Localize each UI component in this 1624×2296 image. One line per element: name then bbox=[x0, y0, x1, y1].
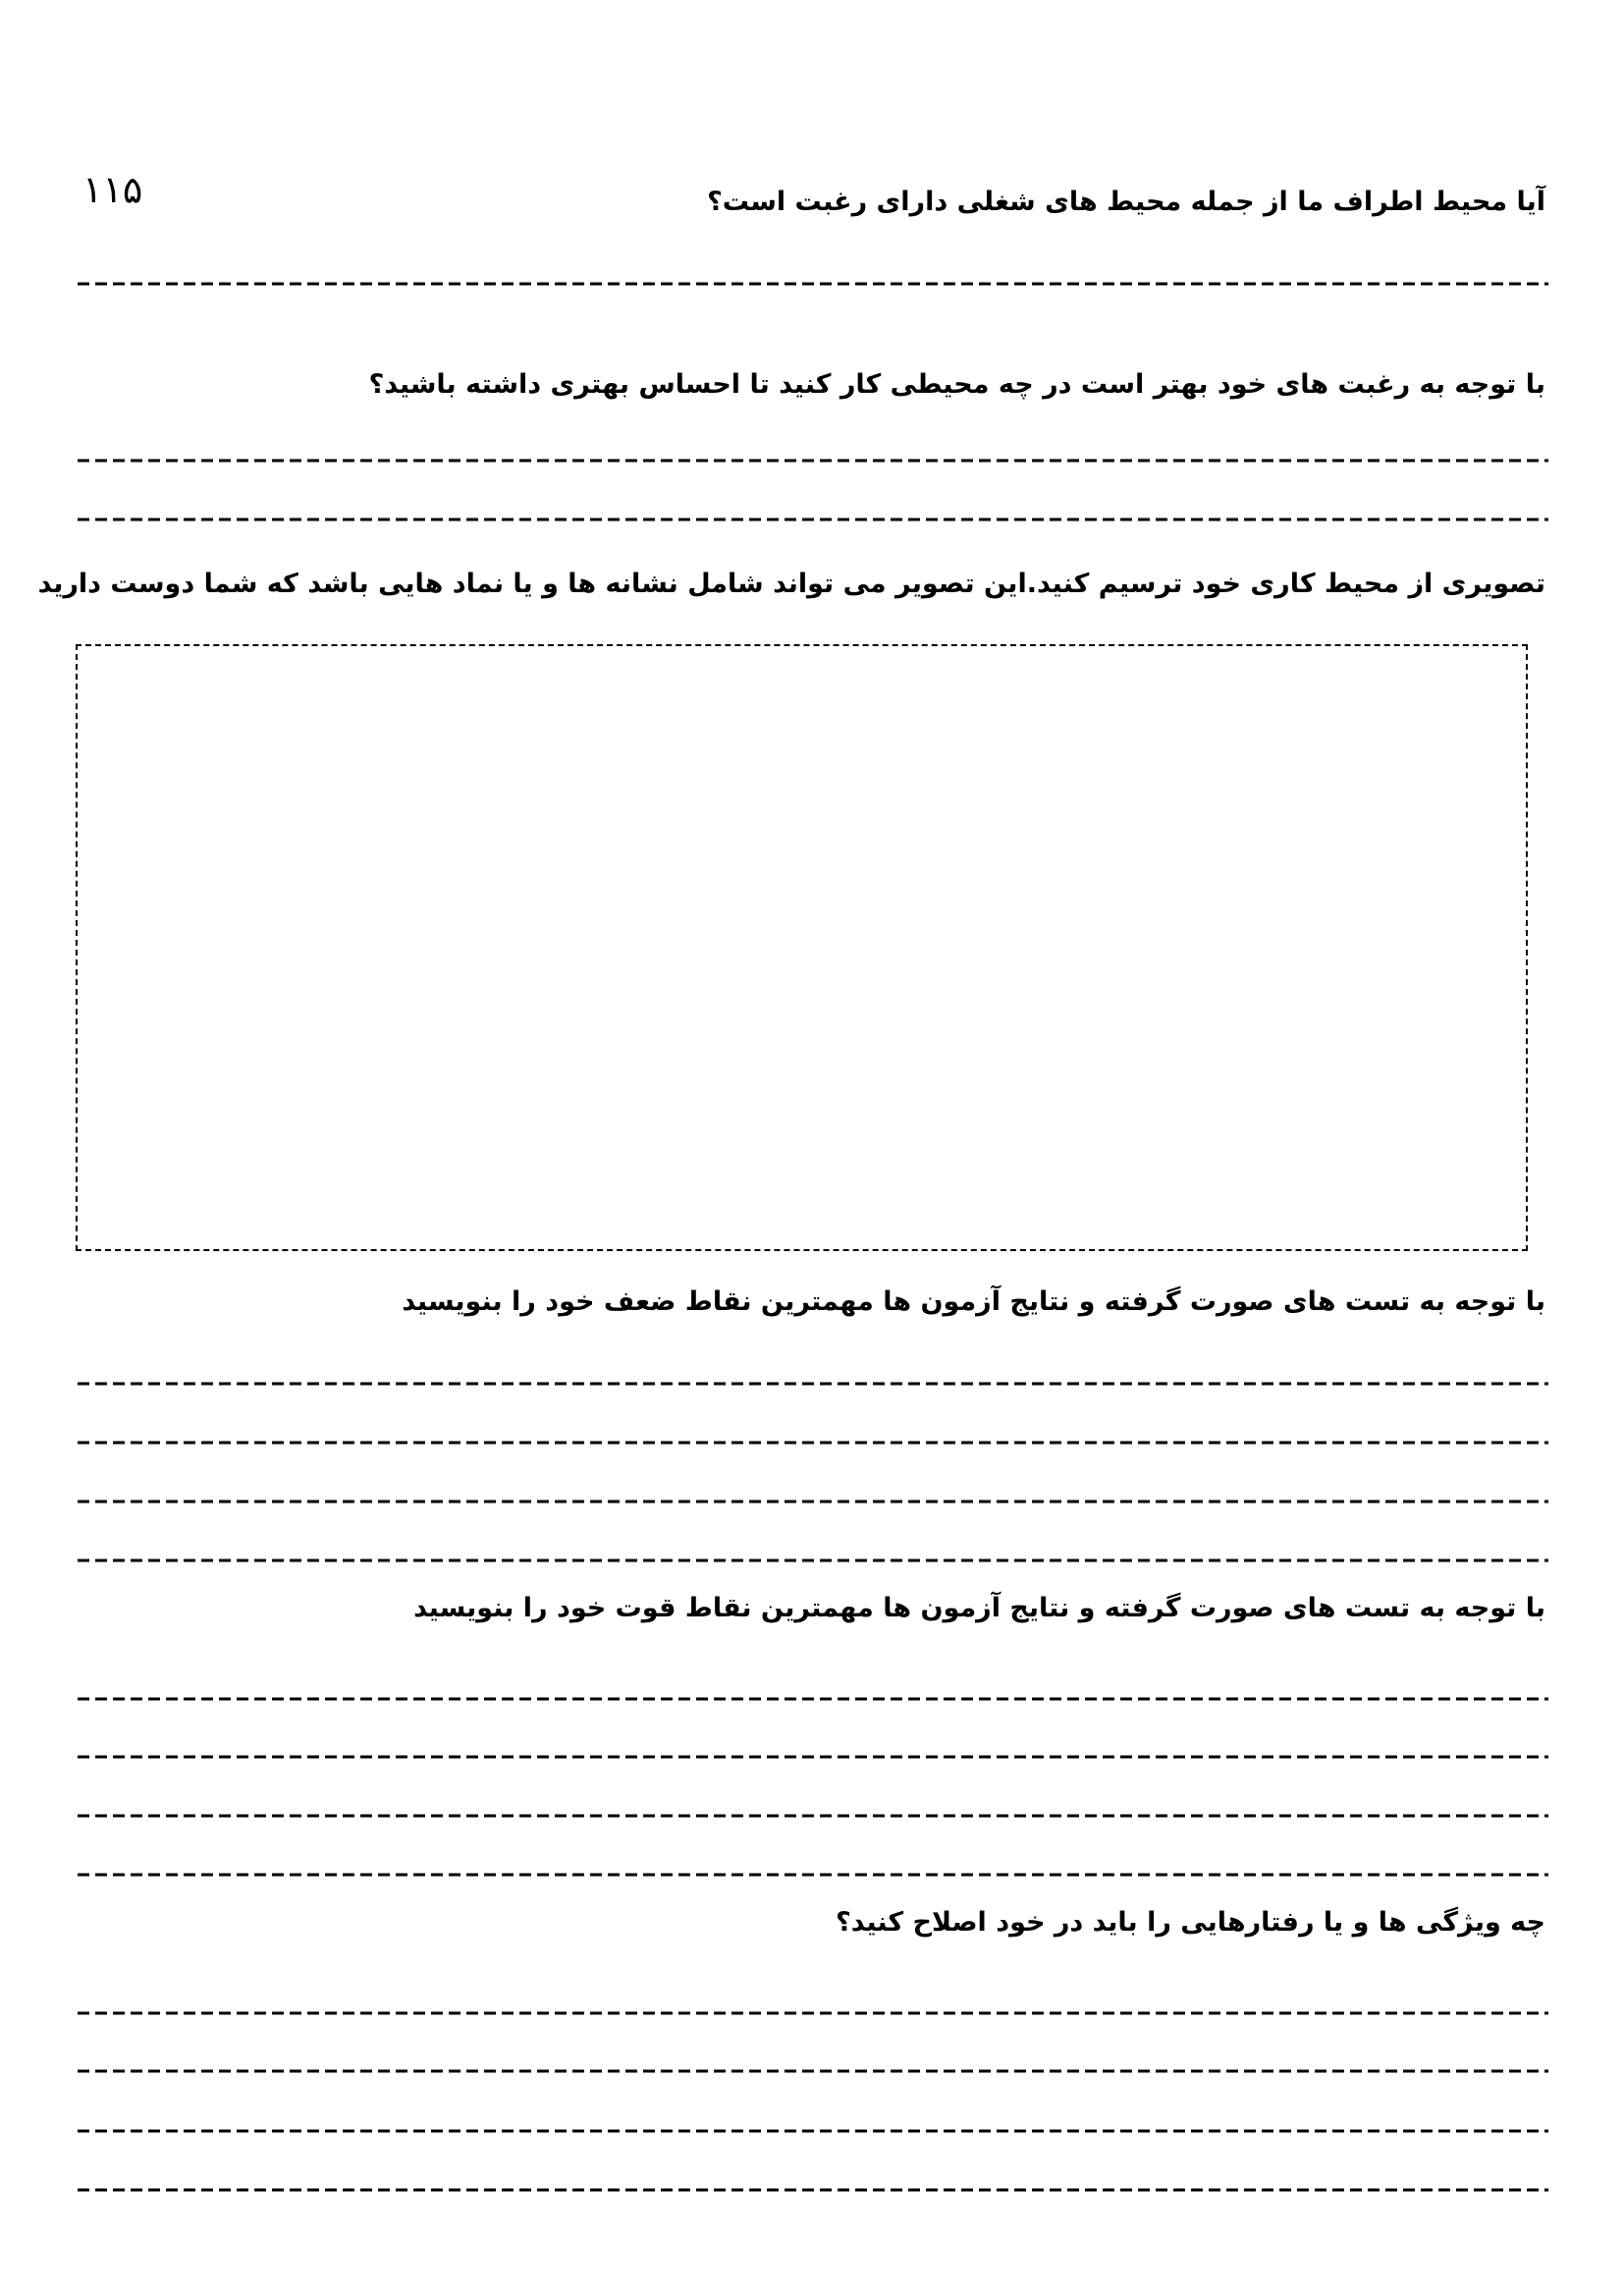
answer-line[interactable] bbox=[78, 1814, 1548, 1818]
answer-line[interactable] bbox=[78, 1558, 1548, 1562]
answer-line[interactable] bbox=[78, 518, 1548, 521]
question-1: آیا محیط اطراف ما از جمله محیط های شغلی دارای رغبت است؟ bbox=[707, 187, 1545, 217]
answer-line[interactable] bbox=[78, 1873, 1548, 1877]
question-2: با توجه به رغبت های خود بهتر است در چه محیطی کار کنید تا احساس بهتری داشته باشید؟ bbox=[368, 369, 1545, 400]
drawing-area[interactable] bbox=[76, 644, 1528, 1251]
answer-line[interactable] bbox=[78, 459, 1548, 463]
answer-line[interactable] bbox=[78, 2188, 1548, 2192]
answer-line[interactable] bbox=[78, 1755, 1548, 1759]
answer-line[interactable] bbox=[78, 1697, 1548, 1701]
answer-line[interactable] bbox=[78, 2069, 1548, 2073]
answer-line[interactable] bbox=[78, 1441, 1548, 1445]
answer-line[interactable] bbox=[78, 282, 1548, 286]
page-number: ۱۱۵ bbox=[82, 168, 143, 211]
answer-line[interactable] bbox=[78, 2129, 1548, 2133]
answer-line[interactable] bbox=[78, 1382, 1548, 1386]
question-3: تصویری از محیط کاری خود ترسیم کنید.این تصویر می تواند شامل نشانه ها و یا نماد هایی باشد که شما دوست دارید bbox=[37, 569, 1545, 599]
answer-line[interactable] bbox=[78, 1500, 1548, 1503]
question-5: با توجه به تست های صورت گرفته و نتایج آزمون ها مهمترین نقاط قوت خود را بنویسید bbox=[413, 1593, 1545, 1623]
question-4: با توجه به تست های صورت گرفته و نتایج آزمون ها مهمترین نقاط ضعف خود را بنویسید bbox=[402, 1286, 1545, 1317]
question-6: چه ویژگی ها و یا رفتارهایی را باید در خود اصلاح کنید؟ bbox=[836, 1907, 1545, 1938]
answer-line[interactable] bbox=[78, 2011, 1548, 2015]
